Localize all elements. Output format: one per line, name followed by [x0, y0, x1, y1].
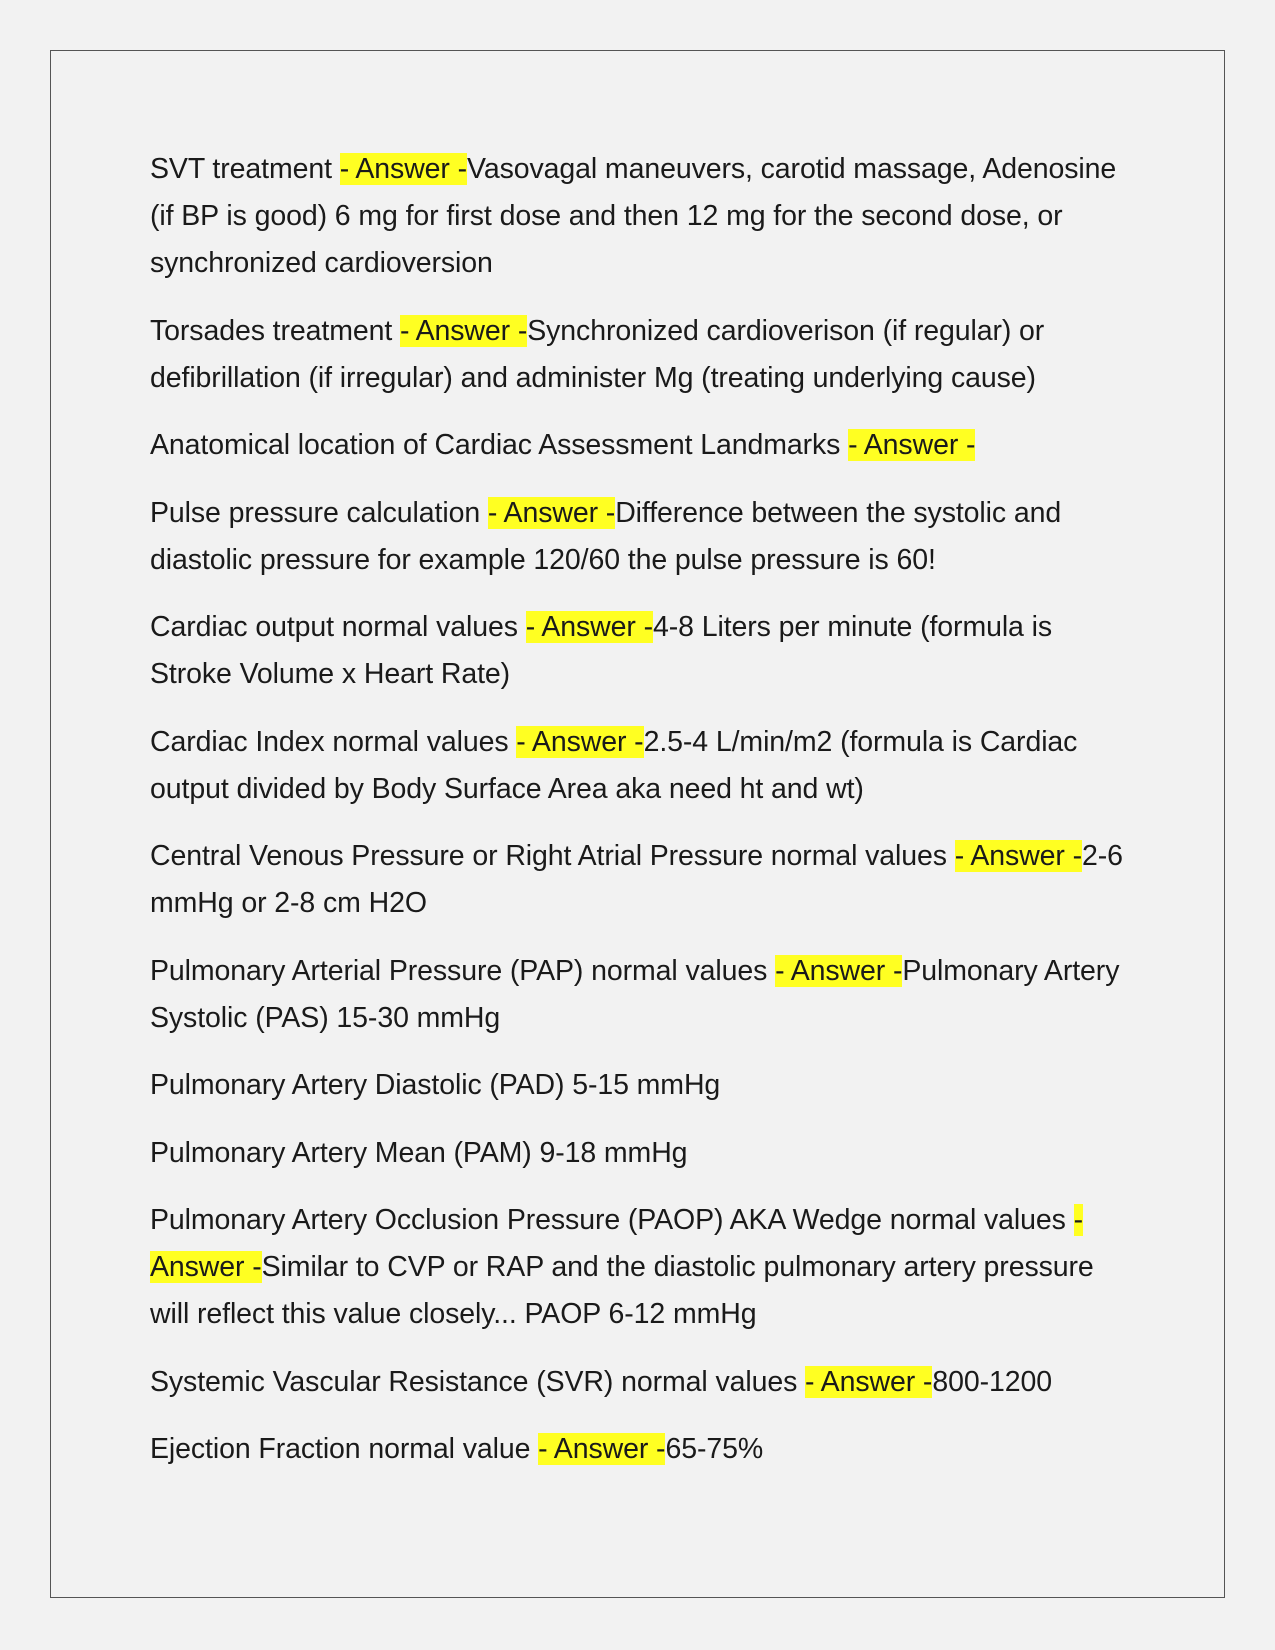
question-text: Central Venous Pressure or Right Atrial Pressure normal values: [150, 840, 955, 872]
entry-cardiac-index: [150, 719, 1135, 813]
entry-cardiac-landmarks: [150, 422, 1135, 469]
question-text: Anatomical location of Cardiac Assessment Landmarks: [150, 429, 849, 461]
answer-separator: - Answer -: [848, 429, 976, 461]
answer-separator: - Answer -: [339, 153, 468, 185]
question-text: Pulse pressure calculation: [150, 496, 488, 529]
answer-text: 2-6 mmHg or 2-8 cm H2O: [150, 840, 1123, 919]
answer-text: Pulmonary Artery Systolic (PAS) 15-30 mmHg: [150, 954, 1120, 1034]
answer-separator: - Answer -: [525, 611, 653, 643]
question-text: Torsades treatment: [150, 314, 400, 347]
entry-svt-treatment: [150, 146, 1135, 287]
entry-svr: [150, 1359, 1135, 1406]
answer-separator: - Answer -: [538, 1433, 666, 1465]
entry-pulse-pressure: [150, 490, 1135, 584]
question-text: Pulmonary Artery Occlusion Pressure (PAOP) AKA Wedge normal values: [150, 1204, 1074, 1236]
entry-ejection-fraction: [150, 1426, 1135, 1473]
body-text: Pulmonary Artery Diastolic (PAD) 5-15 mmHg: [150, 1069, 721, 1101]
answer-separator: - Answer -: [954, 840, 1083, 872]
entry-cardiac-output: [150, 604, 1135, 698]
entry-pulmonary-artery-mean: [150, 1130, 1135, 1177]
answer-text: Vasovagal maneuvers, carotid massage, Adenosine (if BP is good) 6 mg for first dose and then 12 mg for the second dose, or synchronized cardioversion: [150, 153, 1117, 279]
question-text: SVT treatment: [150, 153, 340, 185]
entry-pulmonary-artery-diastolic: [150, 1062, 1135, 1109]
answer-separator: - Answer -: [399, 314, 528, 347]
document-body: [150, 146, 1135, 1494]
question-text: Cardiac output normal values: [150, 611, 526, 643]
answer-separator: - Answer -: [516, 725, 644, 758]
answer-text: Difference between the systolic and diastolic pressure for example 120/60 the pulse pressure is 60!: [150, 496, 1062, 576]
entry-central-venous-pressure: [150, 833, 1135, 927]
answer-separator: - Answer -: [487, 496, 616, 529]
answer-text: 2.5-4 L/min/m2 (formula is Cardiac output divided by Body Surface Area aka need ht and wt): [150, 725, 1078, 805]
answer-text: 65-75%: [665, 1433, 764, 1465]
answer-separator: - Answer -: [775, 954, 903, 987]
question-text: Systemic Vascular Resistance (SVR) normal values: [150, 1365, 806, 1398]
answer-text: Synchronized cardioverison (if regular) or defibrillation (if irregular) and administer Mg (treating underlying cause): [150, 314, 1045, 394]
question-text: Cardiac Index normal values: [150, 725, 517, 758]
body-text: Pulmonary Artery Mean (PAM) 9-18 mmHg: [150, 1136, 688, 1169]
answer-text: 800-1200: [932, 1365, 1052, 1398]
entry-paop: [150, 1197, 1135, 1338]
question-text: Pulmonary Arterial Pressure (PAP) normal values: [150, 954, 776, 987]
answer-separator: - Answer -: [805, 1365, 933, 1398]
question-text: Ejection Fraction normal value: [150, 1433, 539, 1465]
answer-text: 4-8 Liters per minute (formula is Stroke Volume x Heart Rate): [150, 611, 1053, 690]
entry-torsades-treatment: [150, 308, 1135, 402]
answer-text: Similar to CVP or RAP and the diastolic pulmonary artery pressure will reflect this value closely... PAOP 6-12 mmHg: [150, 1251, 1094, 1330]
answer-separator: - Answer -: [150, 1204, 1084, 1283]
entry-pulmonary-arterial-pressure: [150, 948, 1135, 1042]
